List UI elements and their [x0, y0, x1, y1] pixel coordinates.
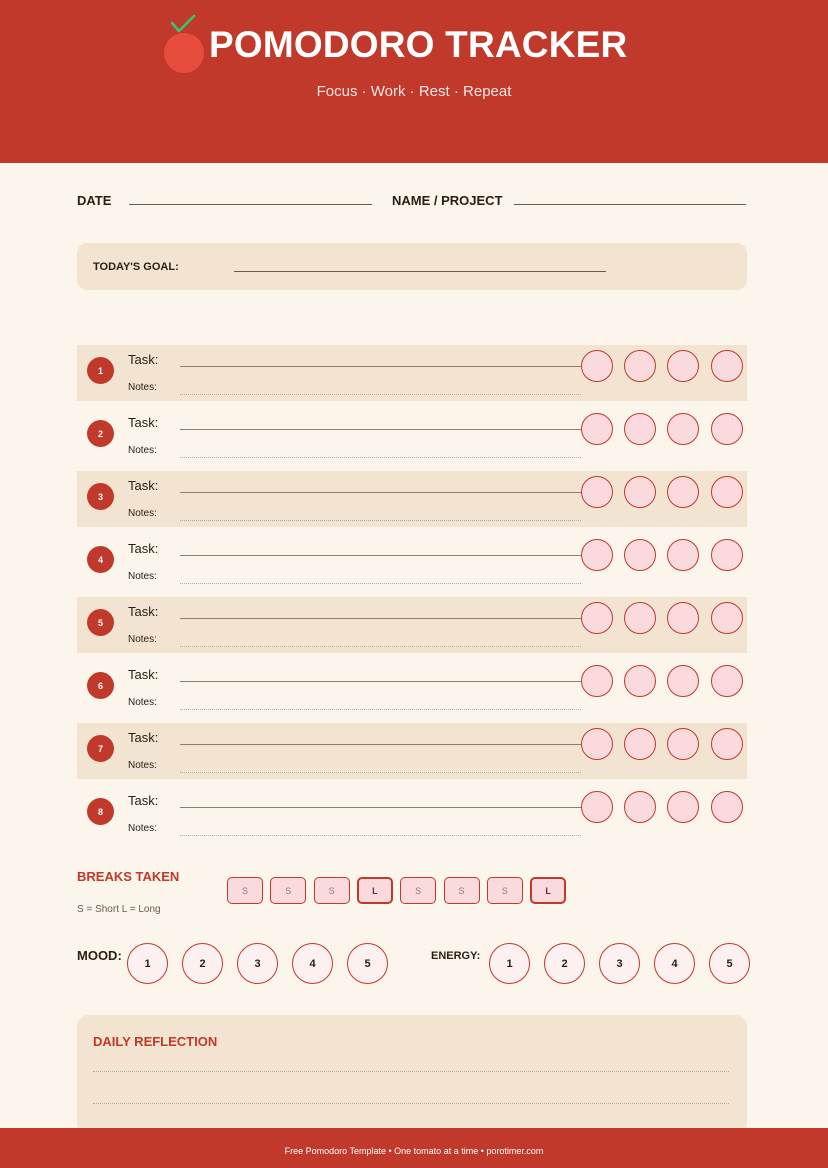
- notes-label: Notes:: [128, 823, 157, 834]
- task-row: [77, 471, 747, 527]
- pomodoro-checkbox[interactable]: [624, 413, 656, 445]
- notes-field[interactable]: [180, 457, 581, 458]
- task-row: [77, 597, 747, 653]
- pomodoro-checkbox[interactable]: [581, 791, 613, 823]
- energy-label: ENERGY:: [431, 950, 481, 962]
- short-break-checkbox[interactable]: S: [270, 877, 306, 904]
- notes-label: Notes:: [128, 634, 157, 645]
- pomodoro-checkbox[interactable]: [711, 665, 743, 697]
- mood-option[interactable]: 2: [182, 943, 223, 984]
- notes-field[interactable]: [180, 520, 581, 521]
- long-break-checkbox[interactable]: L: [357, 877, 393, 904]
- pomodoro-checkbox[interactable]: [581, 665, 613, 697]
- breaks-title: BREAKS TAKEN: [77, 869, 180, 884]
- goal-field[interactable]: [234, 271, 606, 272]
- pomodoro-checkbox[interactable]: [581, 728, 613, 760]
- task-number-badge: 4: [87, 546, 114, 573]
- task-field[interactable]: [180, 807, 581, 808]
- task-row: [77, 408, 747, 464]
- short-break-checkbox[interactable]: S: [227, 877, 263, 904]
- pomodoro-checkbox[interactable]: [624, 728, 656, 760]
- pomodoro-checkbox[interactable]: [624, 665, 656, 697]
- task-label: Task:: [128, 604, 159, 619]
- task-row: [77, 786, 747, 842]
- task-number-badge: 3: [87, 483, 114, 510]
- pomodoro-checkbox[interactable]: [667, 791, 699, 823]
- task-number-badge: 2: [87, 420, 114, 447]
- task-row: [77, 345, 747, 401]
- task-field[interactable]: [180, 555, 581, 556]
- notes-label: Notes:: [128, 760, 157, 771]
- pomodoro-checkbox[interactable]: [624, 791, 656, 823]
- pomodoro-checkbox[interactable]: [667, 413, 699, 445]
- task-field[interactable]: [180, 618, 581, 619]
- pomodoro-checkbox[interactable]: [581, 602, 613, 634]
- task-row: [77, 660, 747, 716]
- task-row: [77, 534, 747, 590]
- pomodoro-checkbox[interactable]: [581, 539, 613, 571]
- pomodoro-checkbox[interactable]: [711, 791, 743, 823]
- name-project-field[interactable]: [514, 204, 746, 205]
- task-number-badge: 7: [87, 735, 114, 762]
- task-number-badge: 6: [87, 672, 114, 699]
- short-break-checkbox[interactable]: S: [400, 877, 436, 904]
- pomodoro-checkbox[interactable]: [667, 728, 699, 760]
- page-title: POMODORO TRACKER: [209, 24, 628, 65]
- notes-field[interactable]: [180, 772, 581, 773]
- task-label: Task:: [128, 478, 159, 493]
- goal-label: TODAY'S GOAL:: [93, 261, 179, 273]
- long-break-checkbox[interactable]: L: [530, 877, 566, 904]
- short-break-checkbox[interactable]: S: [314, 877, 350, 904]
- task-label: Task:: [128, 793, 159, 808]
- task-field[interactable]: [180, 429, 581, 430]
- task-number-badge: 5: [87, 609, 114, 636]
- pomodoro-checkbox[interactable]: [624, 350, 656, 382]
- energy-option[interactable]: 3: [599, 943, 640, 984]
- task-label: Task:: [128, 541, 159, 556]
- tomato-checkmark-icon: [162, 13, 206, 75]
- short-break-checkbox[interactable]: S: [487, 877, 523, 904]
- mood-option[interactable]: 5: [347, 943, 388, 984]
- task-field[interactable]: [180, 366, 581, 367]
- pomodoro-checkbox[interactable]: [581, 350, 613, 382]
- name-project-label: NAME / PROJECT: [392, 193, 503, 208]
- energy-option[interactable]: 5: [709, 943, 750, 984]
- task-row: [77, 723, 747, 779]
- pomodoro-checkbox[interactable]: [711, 476, 743, 508]
- daily-reflection-title: DAILY REFLECTION: [93, 1034, 218, 1049]
- reflection-line[interactable]: [93, 1103, 729, 1104]
- pomodoro-checkbox[interactable]: [711, 350, 743, 382]
- pomodoro-checkbox[interactable]: [667, 476, 699, 508]
- pomodoro-checkbox[interactable]: [581, 413, 613, 445]
- mood-option[interactable]: 4: [292, 943, 333, 984]
- task-number-badge: 8: [87, 798, 114, 825]
- notes-field[interactable]: [180, 709, 581, 710]
- task-label: Task:: [128, 352, 159, 367]
- header-banner: [0, 0, 828, 163]
- pomodoro-checkbox[interactable]: [624, 476, 656, 508]
- notes-field[interactable]: [180, 394, 581, 395]
- daily-reflection-panel: [77, 1015, 747, 1135]
- pomodoro-checkbox[interactable]: [711, 413, 743, 445]
- notes-label: Notes:: [128, 445, 157, 456]
- task-label: Task:: [128, 730, 159, 745]
- goal-panel: [77, 243, 747, 290]
- pomodoro-checkbox[interactable]: [667, 350, 699, 382]
- notes-label: Notes:: [128, 571, 157, 582]
- date-field[interactable]: [129, 204, 372, 205]
- pomodoro-checkbox[interactable]: [711, 539, 743, 571]
- mood-option[interactable]: 3: [237, 943, 278, 984]
- footer-text: Free Pomodoro Template • One tomato at a time • porotimer.com: [284, 1146, 544, 1156]
- pomodoro-checkbox[interactable]: [711, 602, 743, 634]
- task-number-badge: 1: [87, 357, 114, 384]
- footer-banner: [0, 1128, 828, 1168]
- mood-label: MOOD:: [77, 948, 122, 963]
- task-field[interactable]: [180, 744, 581, 745]
- notes-field[interactable]: [180, 835, 581, 836]
- pomodoro-checkbox[interactable]: [667, 539, 699, 571]
- notes-label: Notes:: [128, 508, 157, 519]
- pomodoro-checkbox[interactable]: [667, 602, 699, 634]
- energy-option[interactable]: 1: [489, 943, 530, 984]
- energy-option[interactable]: 4: [654, 943, 695, 984]
- pomodoro-checkbox[interactable]: [711, 728, 743, 760]
- notes-label: Notes:: [128, 697, 157, 708]
- pomodoro-checkbox[interactable]: [624, 539, 656, 571]
- notes-label: Notes:: [128, 382, 157, 393]
- task-label: Task:: [128, 667, 159, 682]
- energy-option[interactable]: 2: [544, 943, 585, 984]
- pomodoro-checkbox[interactable]: [581, 476, 613, 508]
- task-field[interactable]: [180, 681, 581, 682]
- breaks-legend: S = Short L = Long: [77, 904, 161, 915]
- date-label: DATE: [77, 193, 112, 208]
- short-break-checkbox[interactable]: S: [444, 877, 480, 904]
- task-field[interactable]: [180, 492, 581, 493]
- mood-option[interactable]: 1: [127, 943, 168, 984]
- notes-field[interactable]: [180, 583, 581, 584]
- page-subtitle: Focus · Work · Rest · Repeat: [316, 83, 512, 100]
- reflection-line[interactable]: [93, 1071, 729, 1072]
- pomodoro-checkbox[interactable]: [624, 602, 656, 634]
- notes-field[interactable]: [180, 646, 581, 647]
- pomodoro-checkbox[interactable]: [667, 665, 699, 697]
- task-label: Task:: [128, 415, 159, 430]
